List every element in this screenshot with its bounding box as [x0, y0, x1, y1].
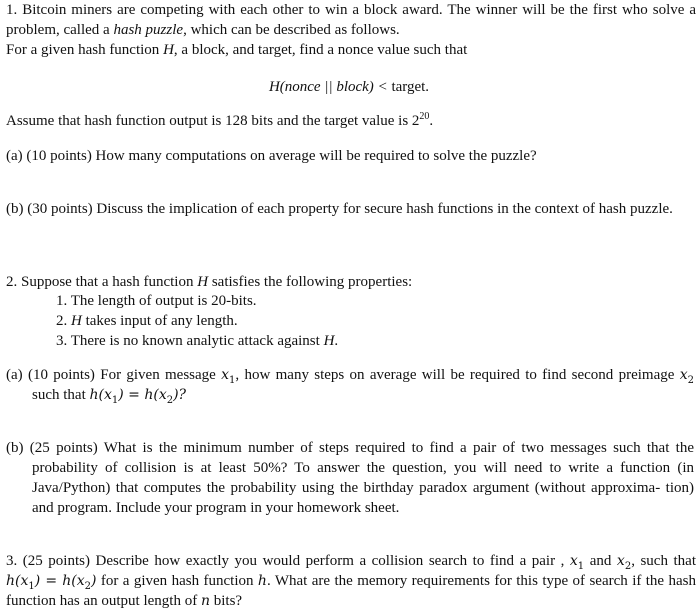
hash-puzzle-term: hash puzzle [113, 22, 184, 38]
q2-part-a: (a) (10 points) For given message $x_1$, how many steps on average will be required to find second preimage $x_2$ such that $h(x_1) = h(x_2)$? [6, 367, 694, 406]
q1-assumption: Assume that hash function output is 128 bits and the target value is $2^{20}$. [6, 111, 434, 129]
q1-part-a: (a) (10 points) How many computations on average will be required to solve the puzzle? [6, 148, 537, 164]
q2-part-b: (b) (25 points) What is the minimum number of steps required to find a pair of two messages such that the probability of collision is at least 50%? To answer the question, you will need to write a function (in Java/Python) that computes the probability using the birthday paradox argument (without approxima- tion) and program. Include your program in your homework sheet. [6, 440, 694, 516]
q2-property-3: 3. There is no known analytic attack against H. [56, 333, 339, 349]
q2-intro: 2. Suppose that a hash function H satisfies the following properties: [6, 274, 413, 290]
q1-intro: 1. Bitcoin miners are competing with each other to win a block award. The winner will be the first who solve a problem, called a hash puzzle, which can be described as follows. For a given hash function H, a block, and target, find a nonce value such that [6, 2, 696, 58]
q2-property-2: 2. H takes input of any length. [56, 313, 238, 329]
q1-part-b: (b) (30 points) Discuss the implication of each property for secure hash functions in the context of hash puzzle. [6, 201, 673, 217]
q1-formula: H(nonce || block) < target. [268, 79, 430, 95]
q2-property-1: 1. The length of output is 20-bits. [56, 293, 257, 309]
q3-question: 3. (25 points) Describe how exactly you would perform a collision search to find a pair , $x_1$ and $x_2$, such that $h(x_1) = h(x_2)$ for a given hash function h. What are the memory requirements for this type of search if the hash function has an output length of n bits? [6, 553, 697, 609]
